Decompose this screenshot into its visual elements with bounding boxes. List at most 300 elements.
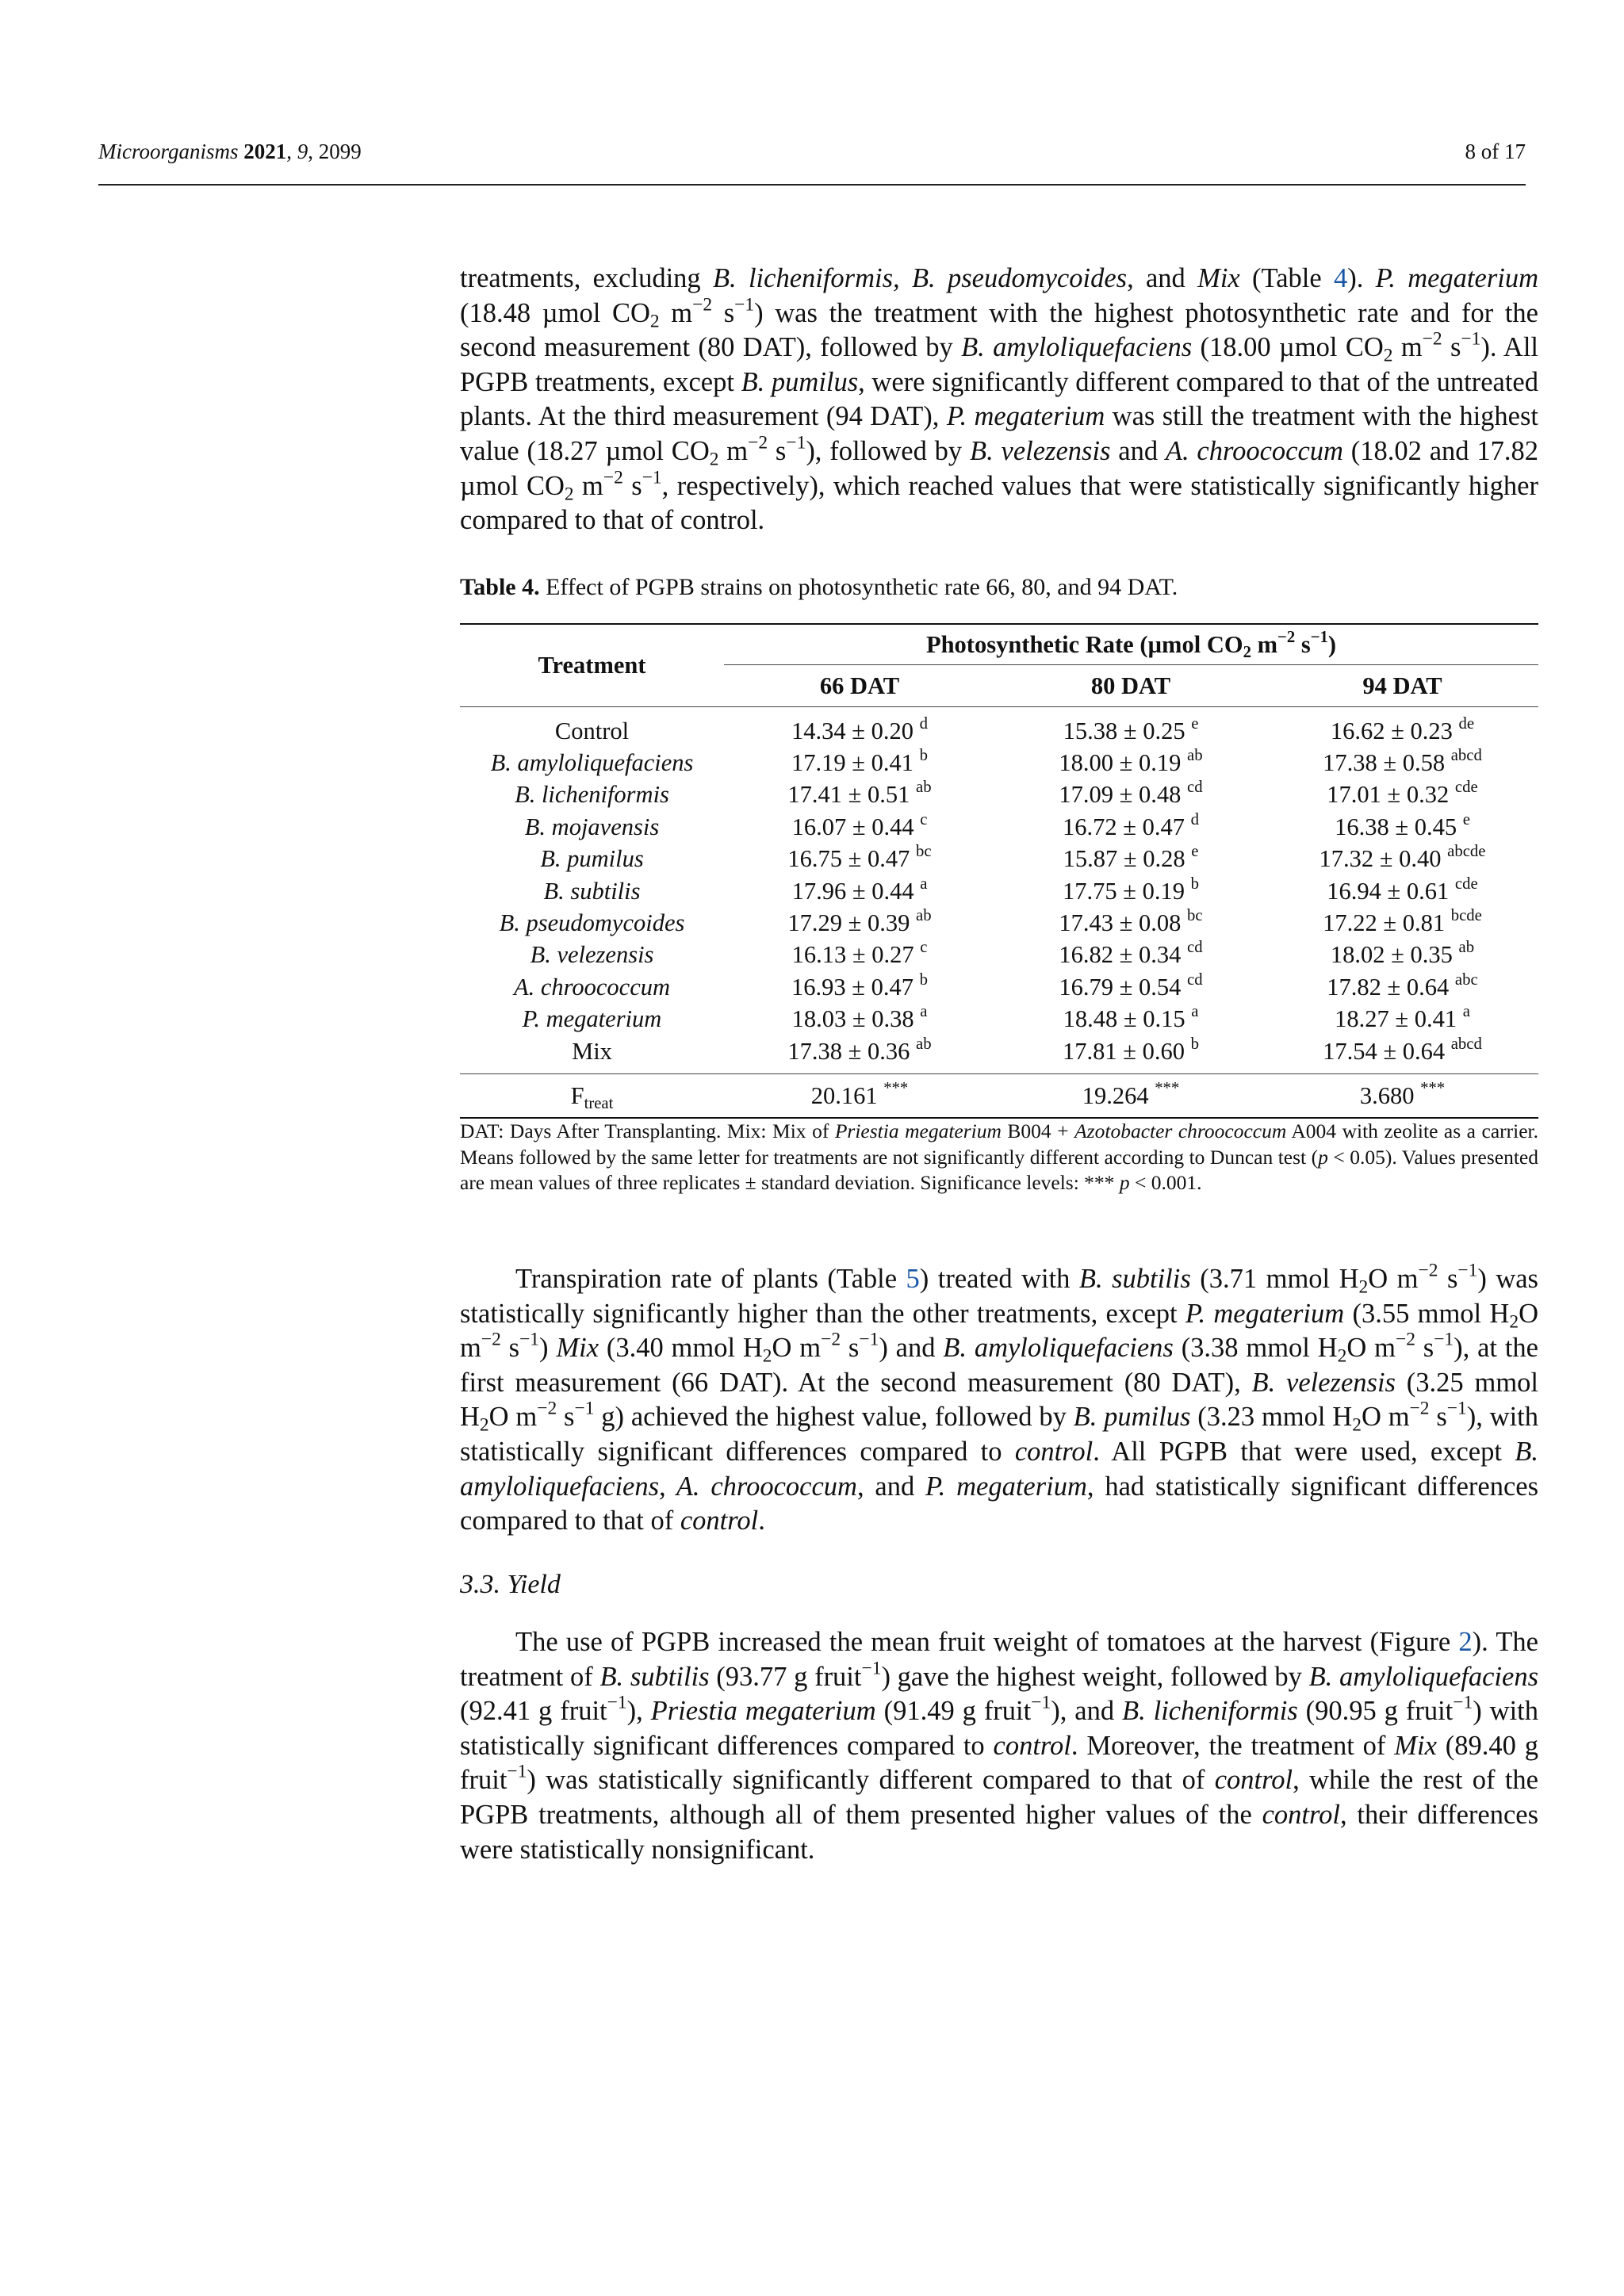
text: ) and — [879, 1333, 944, 1364]
duncan-letter: bcde — [1450, 907, 1482, 925]
duncan-letter: c — [920, 811, 928, 829]
value-cell — [724, 844, 995, 875]
text: , while the rest of the PGPB treatments, although all of them presented higher values of the — [460, 1765, 1538, 1830]
table-row — [460, 1035, 1538, 1074]
duncan-letter: ab — [1187, 747, 1203, 765]
subscript: 2 — [1509, 1311, 1519, 1333]
subscript: 2 — [1243, 643, 1251, 661]
control-term: control — [1262, 1799, 1340, 1830]
treatment-name-cell: B. amyloliquefaciens — [490, 749, 694, 777]
treatment-name: Mix — [1394, 1730, 1437, 1761]
text: ), at the first measurement (66 DAT). At the second measurement (80 DAT), — [460, 1333, 1538, 1398]
species-name: Azotobacter chroococcum — [1074, 1119, 1287, 1142]
species-name: B. subtilis — [599, 1661, 710, 1692]
text: (3.25 mmol H — [460, 1367, 1538, 1433]
table-row — [460, 1004, 1538, 1035]
species-name: B. amyloliquefaciens, A. chroococcum — [460, 1436, 1538, 1502]
article-number: 2099 — [318, 140, 362, 163]
column-header-66-dat: 66 DAT — [724, 665, 995, 707]
mean-sd: 17.82 ± 0.64 — [1327, 973, 1450, 1001]
text: and — [1110, 435, 1166, 466]
duncan-letter: cd — [1187, 779, 1203, 797]
value-cell — [1266, 939, 1538, 971]
text: < 0.001. — [1129, 1171, 1202, 1194]
text: ) was the treatment with the highest photosynthetic rate and for the second measurement (80 DAT), followed by — [460, 297, 1538, 363]
text: O m — [1361, 1402, 1410, 1433]
ftreat-94-dat — [1266, 1074, 1538, 1119]
section-heading-yield: 3.3. Yield — [460, 1570, 561, 1599]
text: ), followed by — [806, 435, 970, 466]
subscript: 2 — [709, 449, 719, 470]
control-term: control — [993, 1730, 1071, 1761]
species-name: P. megaterium — [1375, 263, 1538, 293]
species-name: B. licheniformis — [1122, 1696, 1298, 1727]
value-cell — [1266, 747, 1538, 779]
text: The use of PGPB increased the mean fruit weight of tomatoes at the harvest (Figure — [515, 1627, 1459, 1657]
value-cell — [724, 707, 995, 748]
mean-sd: 16.38 ± 0.45 — [1335, 813, 1457, 840]
significance-stars: *** — [1155, 1079, 1180, 1097]
subscript: 2 — [564, 484, 574, 505]
subscript: 2 — [1383, 345, 1393, 366]
superscript: −2 — [1277, 628, 1296, 646]
value-cell — [995, 907, 1266, 939]
value-cell — [1266, 875, 1538, 907]
duncan-letter: d — [919, 714, 928, 733]
treatment-name-cell: P. megaterium — [522, 1005, 662, 1033]
mean-sd: 17.54 ± 0.64 — [1323, 1037, 1446, 1065]
value-cell — [995, 1035, 1266, 1074]
control-term: control — [680, 1506, 759, 1536]
table-row — [460, 747, 1538, 779]
value-cell — [724, 939, 995, 971]
value-cell — [995, 875, 1266, 907]
text: , and — [1127, 263, 1198, 293]
superscript: −1 — [786, 432, 806, 453]
text: ). — [1347, 263, 1376, 293]
p-symbol: p — [1119, 1171, 1130, 1194]
text: , their differences were statistically nonsignificant. — [460, 1799, 1539, 1865]
duncan-letter: b — [919, 747, 928, 765]
species-name: B. velezensis — [1251, 1367, 1396, 1398]
treatment-name-cell: B. mojavensis — [524, 813, 660, 840]
ftreat-80-dat — [995, 1074, 1266, 1119]
mean-sd: 15.38 ± 0.25 — [1063, 717, 1185, 744]
value-cell — [724, 747, 995, 779]
text: s — [712, 297, 735, 328]
table-caption — [460, 574, 1178, 601]
mean-sd: 17.75 ± 0.19 — [1063, 877, 1185, 905]
journal-name: Microorganisms — [98, 140, 239, 163]
ftreat-66-dat — [724, 1074, 995, 1119]
treatment-name: Mix — [1197, 263, 1240, 293]
text: Transpiration rate of plants (Table — [515, 1264, 906, 1294]
table-4-link[interactable]: 4 — [1333, 263, 1348, 293]
text: m — [718, 435, 749, 466]
text: (89.40 g fruit — [460, 1730, 1538, 1796]
species-name: P. megaterium — [1185, 1298, 1345, 1329]
duncan-letter: b — [919, 970, 928, 989]
mean-sd: 18.48 ± 0.15 — [1063, 1005, 1185, 1033]
column-header-80-dat: 80 DAT — [995, 665, 1266, 707]
mean-sd: 16.82 ± 0.34 — [1059, 941, 1182, 969]
text: . — [758, 1506, 765, 1536]
duncan-letter: ab — [1458, 939, 1475, 957]
text: s — [1442, 332, 1461, 363]
duncan-letter: ab — [916, 907, 932, 925]
text: s — [622, 470, 642, 501]
table-row — [460, 779, 1538, 811]
text: ) with statistically significant differences compared to — [460, 1696, 1539, 1761]
duncan-letter: abcde — [1447, 843, 1486, 861]
duncan-letter: c — [920, 939, 928, 957]
mean-sd: 18.03 ± 0.38 — [791, 1005, 914, 1033]
f-value: 20.161 — [810, 1081, 878, 1109]
text: O m — [488, 1402, 538, 1433]
value-cell — [1266, 844, 1538, 875]
text: , were significantly different compared to that of the untreated plants. At the third measurement (94 DAT), — [460, 366, 1538, 432]
value-cell — [724, 811, 995, 843]
superscript: −2 — [1422, 328, 1442, 350]
duncan-letter: cd — [1187, 970, 1203, 989]
mean-sd: 14.34 ± 0.20 — [791, 717, 914, 744]
table-caption-text: Effect of PGPB strains on photosynthetic rate 66, 80, and 94 DAT. — [539, 574, 1178, 600]
text: ). All PGPB treatments, except — [460, 332, 1539, 397]
superscript: −1 — [1310, 628, 1328, 646]
superscript: −2 — [1409, 1398, 1430, 1419]
text: ), with statistically significant differences compared to — [460, 1402, 1539, 1467]
treatment-name-cell: B. pseudomycoides — [499, 909, 685, 937]
text: , respectively), which reached values that were statistically significantly higher compared to that of control. — [460, 470, 1538, 536]
text: ), and — [1051, 1696, 1122, 1727]
text: ) was statistically significantly different compared to that of — [527, 1765, 1215, 1796]
value-cell — [995, 844, 1266, 875]
value-cell — [995, 1004, 1266, 1035]
value-cell — [995, 971, 1266, 1003]
species-name: B. amyloliquefaciens — [1308, 1661, 1538, 1692]
table-footnote — [460, 1119, 1538, 1196]
text: , had statistically significant differences compared to that of — [460, 1471, 1539, 1536]
mean-sd: 16.07 ± 0.44 — [791, 813, 914, 840]
text: was still the treatment with the highest value (18.27 µmol CO — [460, 401, 1539, 466]
value-cell — [724, 875, 995, 907]
table-row — [460, 971, 1538, 1003]
text: (3.23 mmol H — [1190, 1402, 1353, 1433]
value-cell — [724, 1004, 995, 1035]
table-row — [460, 811, 1538, 843]
treatment-name-cell: B. licheniformis — [515, 781, 669, 809]
species-name: Priestia megaterium — [834, 1119, 1002, 1142]
text: m — [659, 297, 693, 328]
text: treatments, excluding — [460, 263, 713, 293]
text: O m — [1346, 1333, 1396, 1364]
duncan-letter: a — [1191, 1003, 1199, 1021]
species-name: B. pumilus — [1073, 1402, 1191, 1433]
text: g) achieved the highest value, followed by — [594, 1402, 1074, 1433]
value-cell — [1266, 971, 1538, 1003]
value-cell — [995, 747, 1266, 779]
treatment-name-cell: Mix — [572, 1037, 612, 1065]
f-value: 3.680 — [1359, 1081, 1415, 1109]
article-number-wrap: , 2099 — [308, 140, 362, 163]
paragraph-transpiration — [460, 1262, 1538, 1539]
journal-year: 2021 — [243, 140, 287, 163]
species-name: B. pumilus — [741, 366, 859, 397]
control-term: control — [1014, 1436, 1094, 1467]
duncan-letter: d — [1190, 811, 1199, 829]
value-cell — [1266, 707, 1538, 748]
group-header-text: ) — [1327, 630, 1337, 658]
mean-sd: 17.19 ± 0.41 — [791, 749, 914, 777]
paragraph-photosynthesis — [460, 262, 1538, 538]
text: (18.48 µmol CO — [460, 297, 650, 328]
group-header-text: m — [1251, 630, 1277, 658]
value-cell — [1266, 779, 1538, 811]
table-5-link[interactable]: 5 — [906, 1264, 920, 1294]
value-cell — [1266, 811, 1538, 843]
mean-sd: 16.72 ± 0.47 — [1063, 813, 1185, 840]
superscript: −2 — [603, 467, 623, 488]
text: (91.49 g fruit — [875, 1696, 1032, 1727]
column-header-94-dat: 94 DAT — [1266, 665, 1538, 707]
text: , and — [856, 1471, 926, 1502]
value-cell — [724, 779, 995, 811]
duncan-letter: abc — [1454, 970, 1478, 989]
text: s — [1438, 1264, 1458, 1294]
figure-2-link[interactable]: 2 — [1458, 1627, 1473, 1657]
mean-sd: 18.02 ± 0.35 — [1330, 941, 1453, 969]
superscript: −1 — [607, 1692, 627, 1713]
text: (90.95 g fruit — [1297, 1696, 1454, 1727]
text: s — [557, 1402, 575, 1433]
superscript: −2 — [1418, 1260, 1438, 1281]
species-name: P. megaterium — [946, 401, 1105, 432]
treatment-name-cell: Control — [554, 717, 630, 744]
mean-sd: 16.94 ± 0.61 — [1327, 877, 1450, 905]
mean-sd: 16.62 ± 0.23 — [1330, 717, 1453, 744]
superscript: −2 — [537, 1398, 557, 1419]
subscript: 2 — [479, 1414, 489, 1436]
text: (3.71 mmol H — [1190, 1264, 1359, 1294]
treatment-name-cell: A. chroococcum — [513, 973, 671, 1001]
text: ), — [626, 1696, 651, 1727]
text: (18.00 µmol CO — [1192, 332, 1384, 363]
value-cell — [1266, 1004, 1538, 1035]
subscript: 2 — [1358, 1276, 1369, 1298]
treatment-name: Mix — [556, 1333, 599, 1364]
treatment-column-header: Treatment — [460, 624, 724, 707]
table-row — [460, 707, 1538, 748]
duncan-letter: cde — [1454, 874, 1478, 893]
duncan-letter: a — [920, 874, 928, 893]
text: . Moreover, the treatment of — [1071, 1730, 1395, 1761]
text: s — [768, 435, 787, 466]
value-cell — [995, 811, 1266, 843]
mean-sd: 16.13 ± 0.27 — [791, 941, 914, 969]
text: (18.02 and 17.82 µmol CO — [460, 435, 1538, 501]
text: m — [1392, 332, 1423, 363]
table-row — [460, 875, 1538, 907]
species-name: Priestia megaterium — [650, 1696, 876, 1727]
ftreat-symbol: F — [570, 1081, 584, 1109]
species-name: B. subtilis — [1078, 1264, 1191, 1294]
mean-sd: 16.93 ± 0.47 — [791, 973, 914, 1001]
subscript: 2 — [1352, 1414, 1362, 1436]
table-row — [460, 907, 1538, 939]
mean-sd: 16.79 ± 0.54 — [1059, 973, 1182, 1001]
photosynthetic-rate-group-header — [724, 624, 1538, 665]
significance-stars: *** — [883, 1079, 909, 1097]
superscript: −1 — [642, 467, 662, 488]
text: ) gave the highest weight, followed by — [881, 1661, 1309, 1692]
superscript: −2 — [481, 1329, 501, 1350]
species-name: B. licheniformis, B. pseudomycoides — [712, 263, 1128, 293]
duncan-letter: e — [1462, 811, 1470, 829]
value-cell — [724, 971, 995, 1003]
species-name: B. amyloliquefaciens — [961, 332, 1193, 363]
text: B004 + — [1001, 1119, 1075, 1142]
text: ). The treatment of — [460, 1627, 1538, 1692]
mean-sd: 17.38 ± 0.36 — [787, 1037, 910, 1065]
species-name: A. chroococcum — [1165, 435, 1343, 466]
duncan-letter: ab — [916, 1035, 932, 1053]
species-name: B. amyloliquefaciens — [943, 1333, 1174, 1364]
superscript: −1 — [519, 1329, 540, 1350]
table-row — [460, 939, 1538, 971]
text: (92.41 g fruit — [460, 1696, 607, 1727]
photosynthetic-rate-table — [460, 623, 1538, 1119]
subscript: 2 — [1337, 1345, 1347, 1367]
superscript: −1 — [1446, 1398, 1467, 1419]
table-body — [460, 707, 1538, 1074]
superscript: −2 — [821, 1329, 841, 1350]
duncan-letter: a — [920, 1003, 928, 1021]
duncan-letter: bc — [1187, 907, 1203, 925]
header-rule — [98, 184, 1526, 186]
duncan-letter: a — [1462, 1003, 1470, 1021]
text: O m — [460, 1298, 1538, 1364]
mean-sd: 17.29 ± 0.39 — [787, 909, 910, 937]
mean-sd: 17.43 ± 0.08 — [1059, 909, 1182, 937]
subscript: 2 — [762, 1345, 772, 1367]
text: DAT: Days After Transplanting. Mix: Mix of — [460, 1119, 835, 1142]
text: (3.55 mmol H — [1344, 1298, 1510, 1329]
superscript: −1 — [1461, 328, 1481, 350]
mean-sd: 17.96 ± 0.44 — [791, 877, 914, 905]
mean-sd: 17.81 ± 0.60 — [1063, 1037, 1185, 1065]
superscript: −1 — [1453, 1692, 1473, 1713]
superscript: −1 — [859, 1329, 879, 1350]
subscript: treat — [584, 1094, 614, 1112]
duncan-letter: e — [1191, 714, 1199, 733]
duncan-letter: bc — [916, 843, 932, 861]
subscript: 2 — [649, 311, 660, 332]
text: s — [841, 1333, 860, 1364]
text: (Table — [1239, 263, 1334, 293]
treatment-name-cell: B. pumilus — [540, 845, 644, 873]
value-cell — [1266, 907, 1538, 939]
text: O m — [1368, 1264, 1419, 1294]
superscript: −1 — [1434, 1329, 1454, 1350]
text: (3.40 mmol H — [599, 1333, 763, 1364]
species-name: P. megaterium — [925, 1471, 1087, 1502]
superscript: −1 — [1457, 1260, 1478, 1281]
mean-sd: 17.41 ± 0.51 — [787, 781, 910, 809]
table-caption-label: Table 4. — [460, 574, 540, 600]
running-head — [98, 140, 1526, 164]
text: s — [1429, 1402, 1447, 1433]
mean-sd: 18.00 ± 0.19 — [1059, 749, 1182, 777]
mean-sd: 18.27 ± 0.41 — [1335, 1005, 1457, 1033]
text: ) was statistically significantly higher than the other treatments, except — [460, 1264, 1538, 1329]
species-name: B. velezensis — [970, 435, 1111, 466]
value-cell — [724, 907, 995, 939]
paragraph-yield — [460, 1625, 1538, 1867]
value-cell — [1266, 1035, 1538, 1074]
significance-stars: *** — [1420, 1079, 1446, 1097]
ftreat-label — [460, 1074, 724, 1119]
mean-sd: 17.09 ± 0.48 — [1059, 781, 1182, 809]
treatment-name-cell: B. velezensis — [530, 941, 654, 969]
duncan-letter: ab — [916, 779, 932, 797]
text: ) treated with — [919, 1264, 1079, 1294]
value-cell — [724, 1035, 995, 1074]
superscript: −1 — [861, 1658, 882, 1679]
duncan-letter: abcd — [1450, 747, 1482, 765]
table-row — [460, 844, 1538, 875]
text: (3.38 mmol H — [1173, 1333, 1338, 1364]
text: s — [1415, 1333, 1434, 1364]
superscript: −2 — [692, 294, 713, 316]
superscript: −1 — [574, 1398, 595, 1419]
superscript: −2 — [748, 432, 768, 453]
control-term: control — [1214, 1765, 1293, 1796]
duncan-letter: cde — [1454, 779, 1478, 797]
duncan-letter: b — [1190, 1035, 1199, 1053]
text: O m — [772, 1333, 822, 1364]
superscript: −1 — [734, 294, 755, 316]
treatment-name-cell: B. subtilis — [543, 877, 641, 905]
mean-sd: 17.38 ± 0.58 — [1323, 749, 1446, 777]
text: (93.77 g fruit — [709, 1661, 862, 1692]
duncan-letter: abcd — [1450, 1035, 1482, 1053]
group-header-text: s — [1295, 630, 1311, 658]
superscript: −1 — [1031, 1692, 1051, 1713]
mean-sd: 17.01 ± 0.32 — [1327, 781, 1450, 809]
journal-citation: Microorganisms 2021, 9, 2099 — [98, 140, 362, 163]
superscript: −1 — [507, 1761, 527, 1782]
duncan-letter: e — [1191, 843, 1199, 861]
duncan-letter: b — [1190, 874, 1199, 893]
text: . All PGPB that were used, except — [1093, 1436, 1515, 1467]
mean-sd: 17.22 ± 0.81 — [1323, 909, 1446, 937]
mean-sd: 16.75 ± 0.47 — [787, 845, 910, 873]
text: m — [573, 470, 603, 501]
duncan-letter: de — [1458, 714, 1475, 733]
duncan-letter: cd — [1187, 939, 1203, 957]
superscript: −2 — [1395, 1329, 1415, 1350]
journal-volume: 9 — [297, 140, 308, 163]
value-cell — [995, 779, 1266, 811]
text: s — [500, 1333, 520, 1364]
value-cell — [995, 939, 1266, 971]
page-number: 8 of 17 — [1465, 140, 1526, 163]
text: < 0.05). Values presented are mean values of three replicates ± standard deviation. Significance levels: *** — [460, 1145, 1539, 1194]
group-header-text: Photosynthetic Rate (µmol CO — [925, 630, 1243, 658]
mean-sd: 15.87 ± 0.28 — [1063, 845, 1185, 873]
text: A004 with zeolite as a carrier. Means followed by the same letter for treatments are not significantly different according to Duncan test ( — [460, 1119, 1538, 1169]
p-symbol: p — [1318, 1145, 1328, 1169]
